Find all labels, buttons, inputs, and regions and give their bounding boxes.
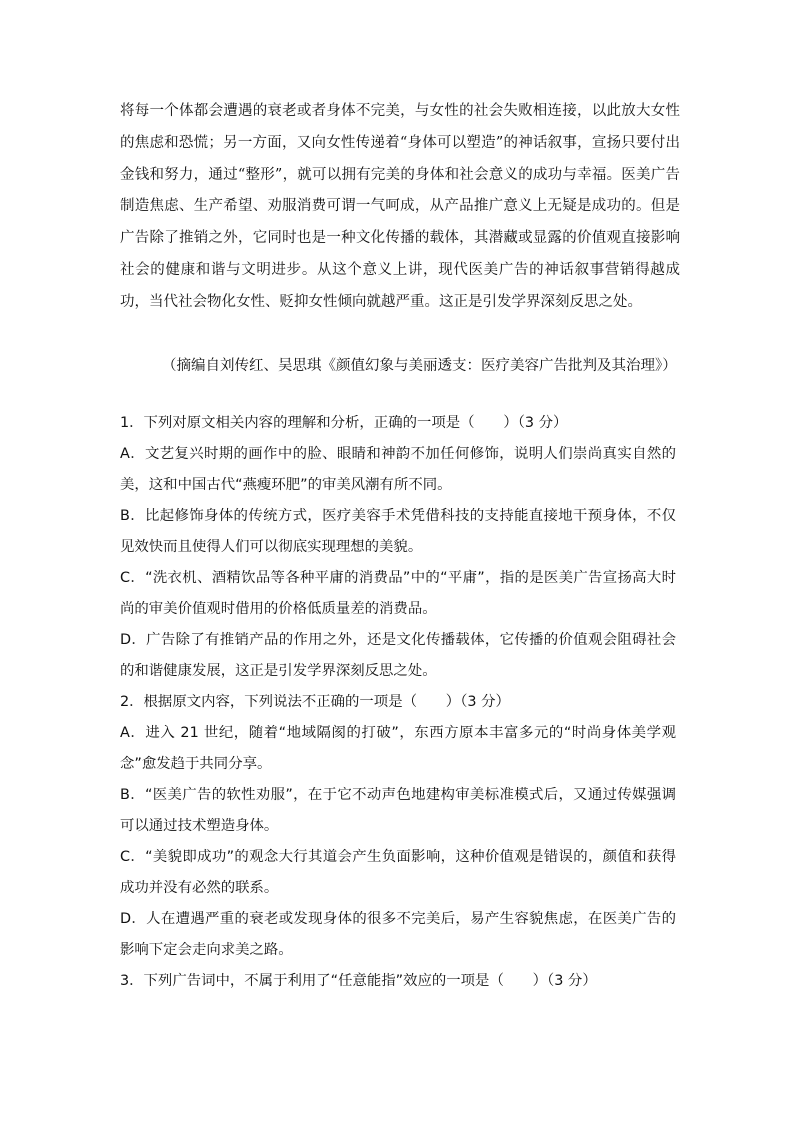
passage-paragraph: 将每一个体都会遭遇的衰老或者身体不完美，与女性的社会失败相连接，以此放大女性的焦虑和恐慌；另一方面，又向女性传递着“身体可以塑造”的神话叙事，宣扬只要付出金钱和努力，通过“整形”，就可以拥有完美的身体和社会意义的成功与幸福。医美广告制造焦虑、生产希望、劝服消费可谓一气呵成，从产品推广意义上无疑是成功的。但是广告除了推销之外，它同时也是一种文化传播的载体，其潜藏或显露的价值观直接影响社会的健康和谐与文明进步。从这个意义上讲，现代医美广告的神话叙事营销得越成功，当代社会物化女性、贬抑女性倾向就越严重。这正是引发学界深刻反思之处。 — [120, 103, 680, 310]
question-3 — [120, 966, 676, 997]
question-1 — [120, 408, 676, 687]
option-d: D．广告除了有推销产品的作用之外，还是文化传播载体，它传播的价值观会阻碍社会的和谐健康发展，这正是引发学界深刻反思之处。 — [120, 632, 676, 679]
question-stem: 3．下列广告词中，不属于利用了“任意能指”效应的一项是（ ）（3 分） — [120, 973, 597, 989]
option-a: A．进入 21 世纪，随着“地域隔阂的打破”，东西方原本丰富多元的“时尚身体美学观念”愈发趋于共同分享。 — [120, 725, 676, 772]
option-c: C．“洗衣机、酒精饮品等各种平庸的消费品”中的“平庸”，指的是医美广告宣扬高大时尚的审美价值观时借用的价格低质量差的消费品。 — [120, 570, 676, 617]
option-a: A．文艺复兴时期的画作中的脸、眼睛和神韵不加任何修饰，说明人们崇尚真实自然的美，这和中国古代“燕瘦环肥”的审美风潮有所不同。 — [120, 446, 676, 493]
question-stem: 2．根据原文内容，下列说法不正确的一项是（ ）（3 分） — [120, 694, 510, 710]
option-c: C．“美貌即成功”的观念大行其道会产生负面影响，这种价值观是错误的，颜值和获得成功并没有必然的联系。 — [120, 849, 676, 896]
question-2 — [120, 687, 676, 966]
question-list — [120, 408, 676, 997]
passage-body — [120, 96, 680, 319]
option-d: D．人在遭遇严重的衰老或发现身体的很多不完美后，易产生容貌焦虑，在医美广告的影响下定会走向求美之路。 — [120, 911, 676, 958]
source-citation: （摘编自刘传红、吴思琪《颜值幻象与美丽透支：医疗美容广告批判及其治理》） — [162, 358, 677, 374]
option-b: B．“医美广告的软性劝服”，在于它不动声色地建构审美标准模式后，又通过传媒强调可以通过技术塑造身体。 — [120, 787, 676, 834]
option-b: B．比起修饰身体的传统方式，医疗美容手术凭借科技的支持能直接地干预身体，不仅见效快而且使得人们可以彻底实现理想的美貌。 — [120, 508, 676, 555]
question-stem: 1．下列对原文相关内容的理解和分析，正确的一项是（ ）（3 分） — [120, 415, 568, 431]
